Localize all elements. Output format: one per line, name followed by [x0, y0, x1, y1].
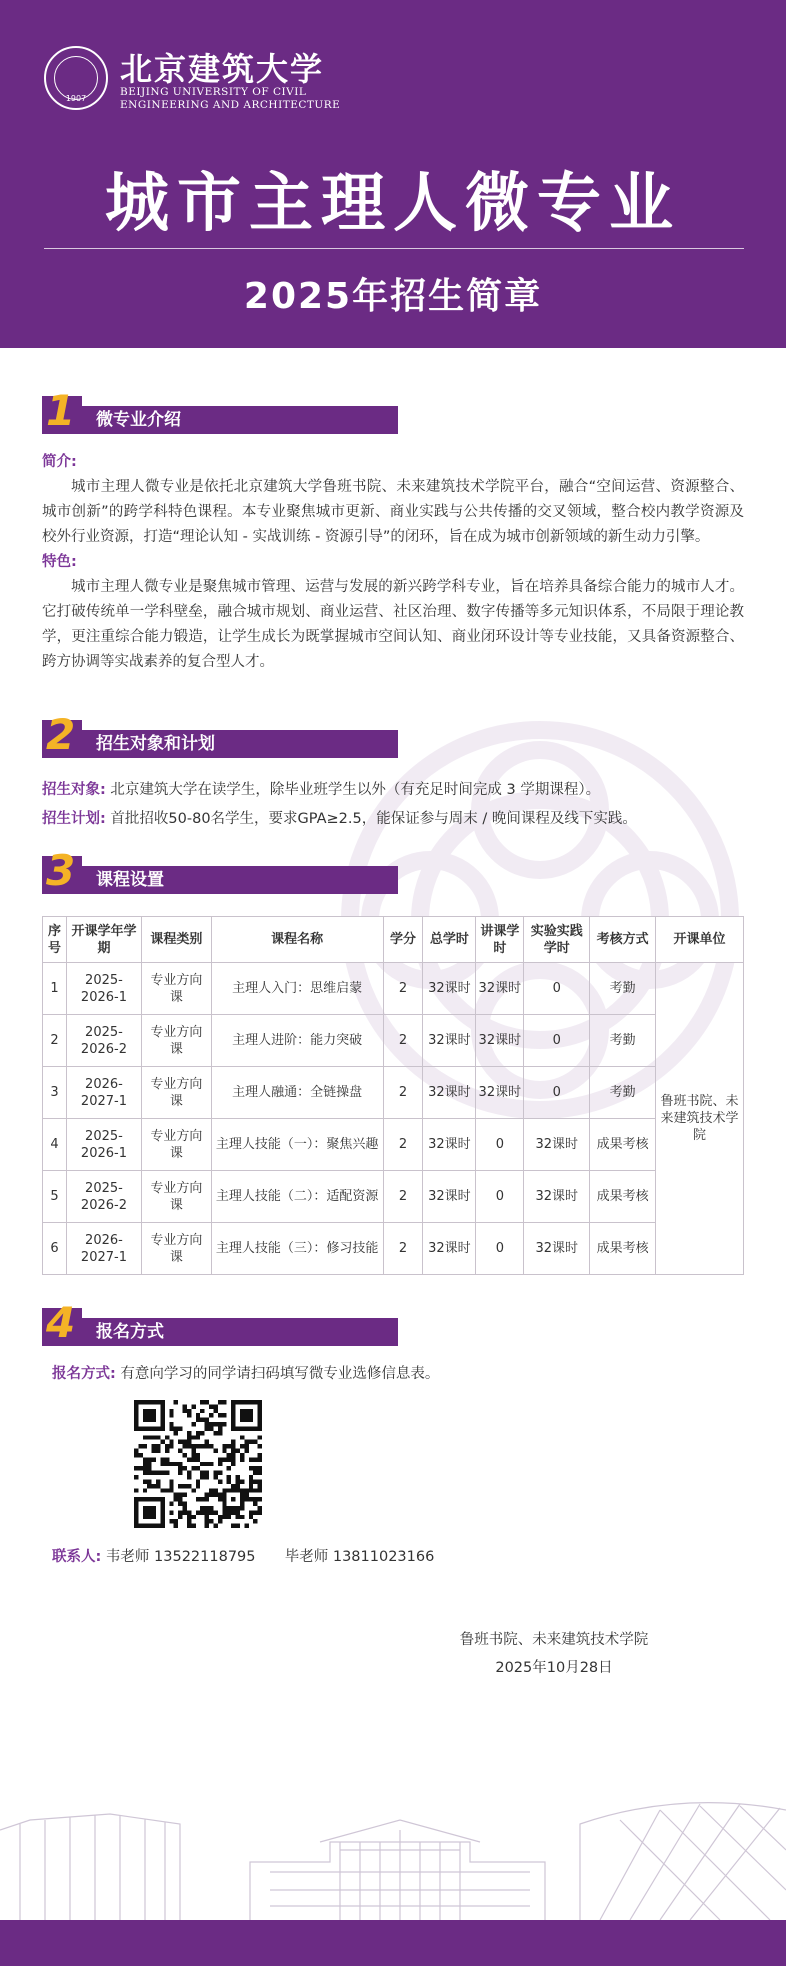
header-divider: [44, 248, 744, 249]
contact-1: 韦老师 13522118795: [105, 1549, 256, 1565]
target-text: 北京建筑大学在读学生，除毕业班学生以外（有充足时间完成 3 学期课程）。: [110, 782, 601, 798]
signature-org: 鲁班书院、未来建筑技术学院: [459, 1632, 649, 1648]
intro-block: [42, 450, 744, 675]
cell-assess: 考勤: [590, 1015, 656, 1067]
section-title: 报名方式: [96, 1322, 164, 1342]
section-1-heading: [42, 388, 398, 436]
cell-lecture: 0: [476, 1171, 524, 1223]
col-name: 课程名称: [211, 917, 383, 963]
cell-credit: 2: [383, 1223, 423, 1275]
university-name-en: [120, 86, 340, 112]
campus-buildings-illustration-icon: [0, 1790, 786, 1922]
footer-band: [0, 1920, 786, 1966]
cell-term: 2026-2027-1: [66, 1067, 141, 1119]
cell-practice: 32课时: [524, 1119, 590, 1171]
plan-text: 首批招收50-80名学生，要求GPA≥2.5，能保证参与周末 / 晚间课程及线下实践。: [110, 811, 637, 827]
cell-credit: 2: [383, 1015, 423, 1067]
header-banner: [0, 0, 786, 348]
cell-category: 专业方向课: [141, 1171, 211, 1223]
plan-label: 招生计划:: [42, 811, 106, 827]
col-credit: 学分: [383, 917, 423, 963]
cell-assess: 成果考核: [590, 1223, 656, 1275]
section-number: 4: [46, 1298, 76, 1347]
cell-practice: 0: [524, 963, 590, 1015]
contact-info: [52, 1545, 754, 1570]
col-unit: 开课单位: [656, 917, 744, 963]
col-assess: 考核方式: [590, 917, 656, 963]
cell-lecture: 0: [476, 1119, 524, 1171]
cell-category: 专业方向课: [141, 1223, 211, 1275]
university-name-cn: 北京建筑大学: [120, 50, 325, 88]
col-total: 总学时: [423, 917, 476, 963]
table-row: [43, 1223, 744, 1275]
cell-practice: 32课时: [524, 1223, 590, 1275]
cell-term: 2025-2026-2: [66, 1015, 141, 1067]
cell-name: 主理人融通：全链操盘: [211, 1067, 383, 1119]
cell-total: 32课时: [423, 1067, 476, 1119]
table-row: [43, 1119, 744, 1171]
section-number: 2: [46, 710, 76, 759]
brief-text: 城市主理人微专业是依托北京建筑大学鲁班书院、未来建筑技术学院平台，融合“空间运营、资源整合、城市创新”的跨学科特色课程。本专业聚焦城市更新、商业实践与公共传播的交叉领域，整合校内教学资源及校外行业资源，打造“理论认知 - 实战训练 - 资源引导”的闭环，旨在成为城市创新领域的新生动力引擎。: [42, 479, 744, 545]
cell-no: 5: [43, 1171, 67, 1223]
cell-total: 32课时: [423, 1223, 476, 1275]
cell-term: 2025-2026-2: [66, 1171, 141, 1223]
contact-label: 联系人:: [52, 1549, 102, 1565]
cell-category: 专业方向课: [141, 1067, 211, 1119]
table-header-row: [43, 917, 744, 963]
page-subtitle: 2025年招生简章: [243, 276, 543, 317]
method-label: 报名方式:: [52, 1366, 116, 1382]
feature-label: 特色:: [42, 554, 77, 570]
cell-credit: 2: [383, 1171, 423, 1223]
col-category: 课程类别: [141, 917, 211, 963]
cell-assess: 成果考核: [590, 1119, 656, 1171]
target-label: 招生对象:: [42, 782, 106, 798]
university-name-en-line2: ENGINEERING AND ARCHITECTURE: [120, 99, 341, 111]
method-text: 有意向学习的同学请扫码填写微专业选修信息表。: [120, 1366, 440, 1382]
cell-practice: 32课时: [524, 1171, 590, 1223]
cell-assess: 考勤: [590, 963, 656, 1015]
cell-lecture: 32课时: [476, 1067, 524, 1119]
section-number: 3: [46, 846, 76, 895]
section-3-heading: [42, 848, 398, 896]
col-no: 序号: [43, 917, 67, 963]
section-title: 课程设置: [96, 870, 164, 890]
enrollment-target: [42, 778, 744, 803]
seal-year: 1907: [65, 94, 87, 103]
table-row: [43, 963, 744, 1015]
cell-practice: 0: [524, 1015, 590, 1067]
cell-term: 2026-2027-1: [66, 1223, 141, 1275]
cell-no: 1: [43, 963, 67, 1015]
cell-lecture: 32课时: [476, 963, 524, 1015]
cell-credit: 2: [383, 963, 423, 1015]
cell-name: 主理人技能（三）：修习技能: [211, 1223, 383, 1275]
cell-total: 32课时: [423, 1015, 476, 1067]
cell-category: 专业方向课: [141, 963, 211, 1015]
cell-total: 32课时: [423, 1119, 476, 1171]
feature-text: 城市主理人微专业是聚焦城市管理、运营与发展的新兴跨学科专业，旨在培养具备综合能力的城市人才。它打破传统单一学科壁垒，融合城市规划、商业运营、社区治理、数字传播等多元知识体系，不局限于理论教学，更注重综合能力锻造，让学生成长为既掌握城市空间认知、商业闭环设计等专业技能，又具备资源整合、跨方协调等实战素养的复合型人才。: [42, 579, 744, 670]
cell-name: 主理人技能（二）：适配资源: [211, 1171, 383, 1223]
course-table: [42, 916, 744, 1275]
cell-name: 主理人进阶：能力突破: [211, 1015, 383, 1067]
section-4-heading: [42, 1300, 398, 1348]
cell-assess: 考勤: [590, 1067, 656, 1119]
signup-qr-code[interactable]: [134, 1400, 262, 1528]
enrollment-plan: [42, 807, 744, 832]
cell-category: 专业方向课: [141, 1015, 211, 1067]
cell-no: 2: [43, 1015, 67, 1067]
cell-no: 4: [43, 1119, 67, 1171]
table-row: [43, 1015, 744, 1067]
university-name-en-line1: BEIJING UNIVERSITY OF CIVIL: [120, 86, 307, 98]
cell-assess: 成果考核: [590, 1171, 656, 1223]
section-title: 招生对象和计划: [96, 734, 215, 754]
cell-total: 32课时: [423, 963, 476, 1015]
brief-label: 简介:: [42, 454, 77, 470]
cell-term: 2025-2026-1: [66, 1119, 141, 1171]
col-lecture: 讲课学时: [476, 917, 524, 963]
col-term: 开课学年学期: [66, 917, 141, 963]
cell-no: 3: [43, 1067, 67, 1119]
col-practice: 实验实践学时: [524, 917, 590, 963]
cell-credit: 2: [383, 1067, 423, 1119]
enrollment-block: [42, 778, 744, 832]
cell-name: 主理人入门：思维启蒙: [211, 963, 383, 1015]
cell-unit: 鲁班书院、未来建筑技术学院: [656, 963, 744, 1275]
cell-term: 2025-2026-1: [66, 963, 141, 1015]
section-number: 1: [46, 386, 76, 435]
signature-date: 2025年10月28日: [495, 1660, 613, 1676]
university-seal-icon: [44, 46, 108, 110]
section-2-heading: [42, 712, 398, 760]
cell-credit: 2: [383, 1119, 423, 1171]
cell-practice: 0: [524, 1067, 590, 1119]
page-title: 城市主理人微专业: [105, 167, 681, 241]
signup-method: [52, 1362, 754, 1387]
cell-lecture: 32课时: [476, 1015, 524, 1067]
cell-total: 32课时: [423, 1171, 476, 1223]
table-row: [43, 1171, 744, 1223]
table-row: [43, 1067, 744, 1119]
cell-category: 专业方向课: [141, 1119, 211, 1171]
cell-lecture: 0: [476, 1223, 524, 1275]
contact-2: 毕老师 13811023166: [284, 1549, 435, 1565]
section-title: 微专业介绍: [96, 410, 181, 430]
cell-no: 6: [43, 1223, 67, 1275]
cell-name: 主理人技能（一）：聚焦兴趣: [211, 1119, 383, 1171]
